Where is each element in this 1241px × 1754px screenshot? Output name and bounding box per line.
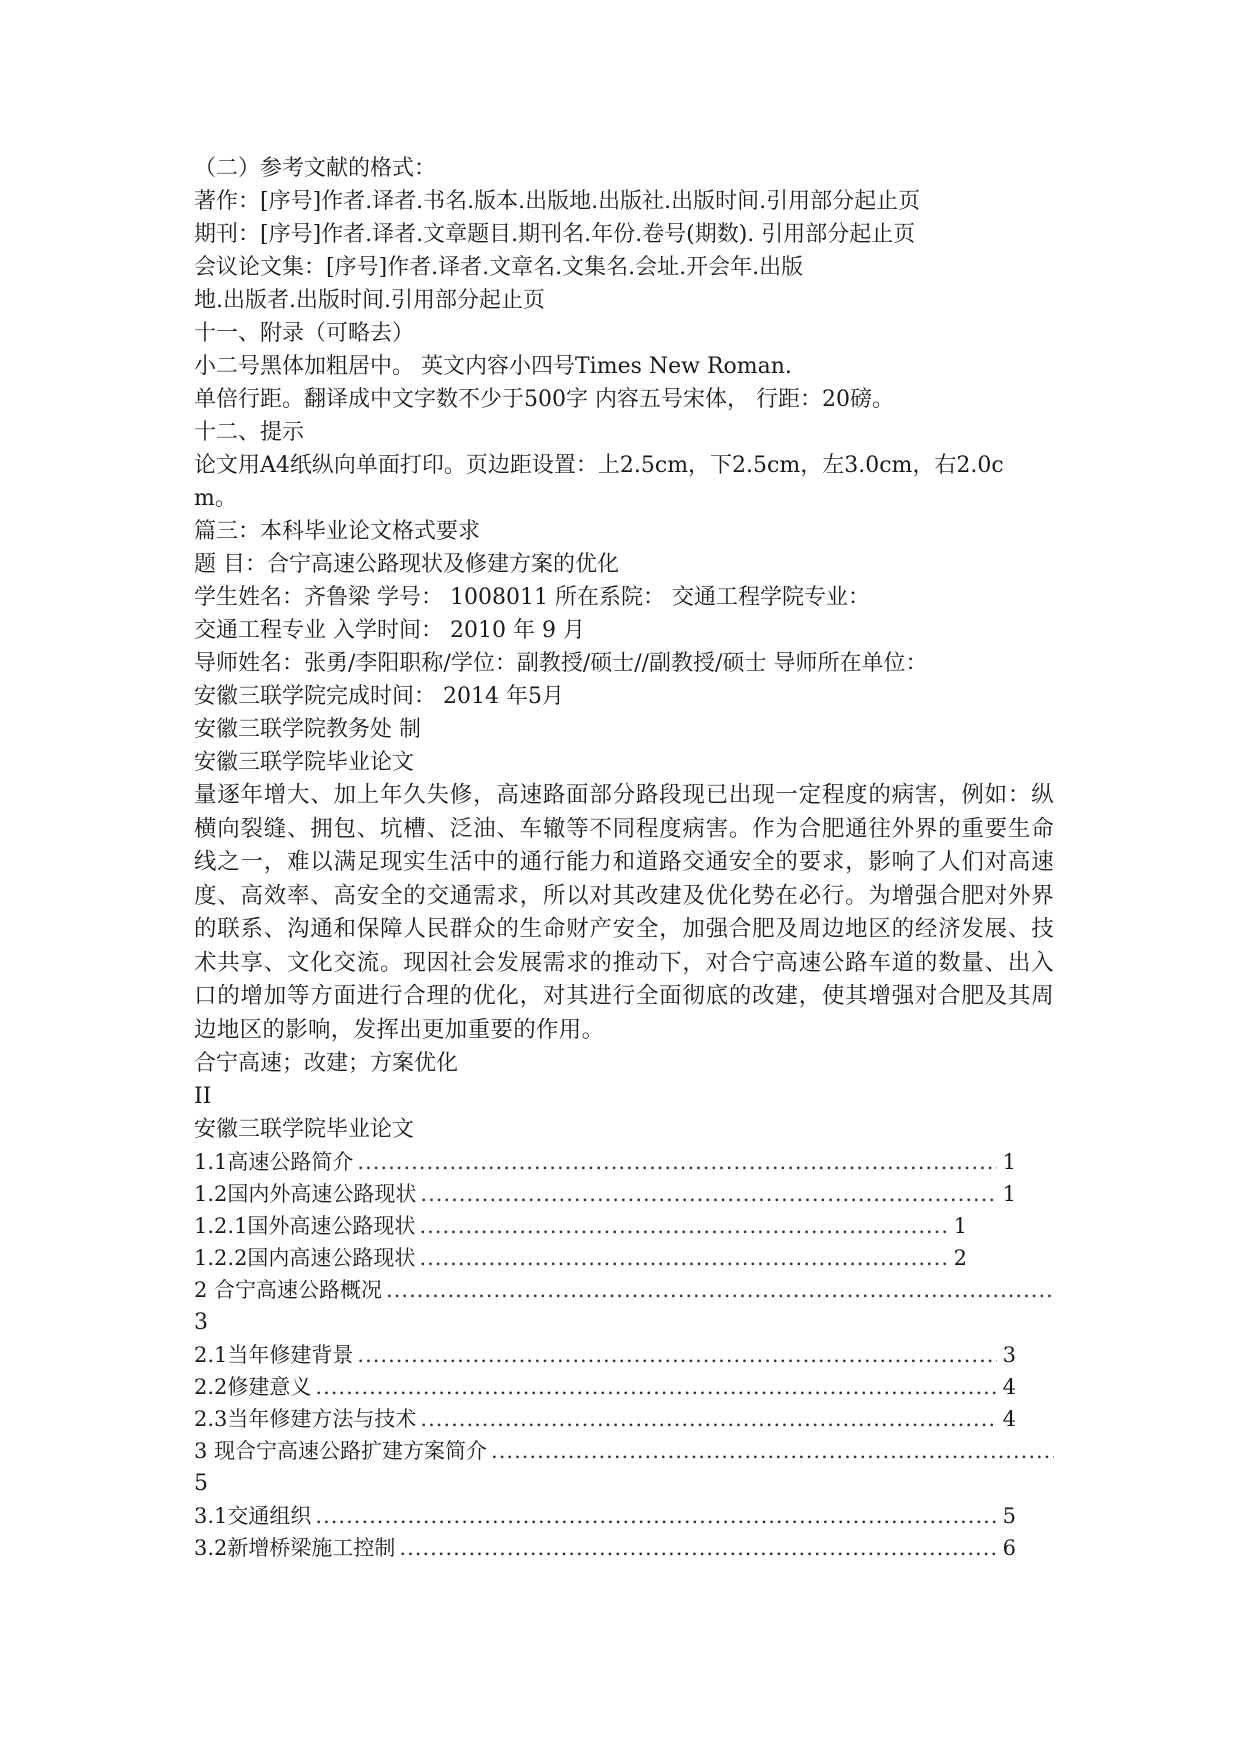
toc-entry-title: 2.2修建意义	[194, 1375, 312, 1399]
toc-leader-dots	[420, 1403, 996, 1435]
toc-entry[interactable]	[194, 1146, 1016, 1178]
text-line: 会议论文集：[序号]作者.译者.文章名.文集名.会址.开会年.出版	[194, 255, 804, 280]
toc-entry-page-wrapped: 5	[194, 1471, 208, 1496]
abstract-paragraph: 量逐年增大、加上年久失修，高速路面部分路段现已出现一定程度的病害，例如：纵横向裂缝、拥包、坑槽、泛油、车辙等不同程度病害。作为合肥通往外界的重要生命线之一，难以满足现实生活中的通行能力和道路交通安全的要求，影响了人们对高速度、高效率、高安全的交通需求，所以对其改建及优化势在必行。为增强合肥对外界的联系、沟通和保障人民群众的生命财产安全，加强合肥及周边地区的经济发展、技术共享、文化交流。现因社会发展需求的推动下，对合宁高速公路车道的数量、出入口的增加等方面进行合理的优化，对其进行全面彻底的改建，使其增强对合肥及其周边地区的影响，发挥出更加重要的作用。	[194, 782, 1054, 1043]
toc-entry-title: 2 合宁高速公路概况	[194, 1278, 383, 1302]
toc-leader-dots	[399, 1532, 996, 1564]
running-header: 安徽三联学院毕业论文	[194, 750, 415, 775]
toc-entry-page: 1	[1002, 1182, 1016, 1206]
toc-entry-page: 2	[953, 1246, 967, 1270]
table-of-contents	[194, 1146, 1054, 1564]
toc-entry-title: 1.2.2国内高速公路现状	[194, 1246, 416, 1270]
toc-entry-page: 3	[1002, 1343, 1016, 1367]
text-line: 著作：[序号]作者.译者.书名.版本.出版地.出版社.出版时间.引用部分起止页	[194, 189, 921, 214]
page-content	[194, 152, 1054, 1564]
toc-entry-title: 3.1交通组织	[194, 1504, 312, 1528]
section-heading: 十二、提示	[194, 420, 305, 445]
section-heading: 篇三：本科毕业论文格式要求	[194, 519, 481, 544]
toc-entry-page: 4	[1002, 1407, 1016, 1431]
toc-entry-title: 3.2新增桥梁施工控制	[194, 1536, 396, 1560]
thesis-title: 题 目：合宁高速公路现状及修建方案的优化	[194, 552, 619, 577]
toc-leader-dots	[419, 1210, 947, 1242]
keywords: 合宁高速；改建；方案优化	[194, 1051, 459, 1076]
toc-entry-title: 2.1当年修建背景	[194, 1343, 354, 1367]
toc-entry[interactable]	[194, 1339, 1016, 1371]
toc-entry-page: 6	[1002, 1536, 1016, 1560]
toc-leader-dots	[420, 1178, 996, 1210]
toc-entry-page: 1	[953, 1214, 967, 1238]
toc-entry[interactable]	[194, 1242, 967, 1274]
toc-entry-page: 4	[1002, 1375, 1016, 1399]
toc-entry[interactable]	[194, 1210, 967, 1242]
text-line: 单倍行距。翻译成中文字数不少于500字 内容五号宋体， 行距：20磅。	[194, 387, 894, 412]
toc-entry[interactable]	[194, 1371, 1016, 1403]
toc-leader-dots	[357, 1146, 996, 1178]
toc-entry-page: 1	[1002, 1150, 1016, 1174]
student-info: 学生姓名：齐鲁梁 学号： 1008011 所在系院： 交通工程学院专业：	[194, 585, 870, 610]
text-line: 论文用A4纸纵向单面打印。页边距设置：上2.5cm，下2.5cm，左3.0cm，右2.0c	[194, 453, 1004, 478]
toc-leader-dots	[419, 1242, 947, 1274]
toc-leader-dots	[491, 1435, 1054, 1467]
toc-entry-title: 1.1高速公路简介	[194, 1150, 354, 1174]
toc-entry[interactable]	[194, 1403, 1016, 1435]
toc-leader-dots	[357, 1339, 996, 1371]
text-line: 地.出版者.出版时间.引用部分起止页	[194, 288, 545, 313]
student-info: 交通工程专业 入学时间： 2010 年 9 月	[194, 618, 585, 643]
toc-leader-dots	[386, 1274, 1054, 1306]
issuer-info: 安徽三联学院教务处 制	[194, 717, 421, 742]
toc-running-header: 安徽三联学院毕业论文	[194, 1117, 415, 1142]
toc-entry-title: 2.3当年修建方法与技术	[194, 1407, 417, 1431]
text-line: 小二号黑体加粗居中。 英文内容小四号Times New Roman.	[194, 354, 792, 379]
text-line: m。	[194, 486, 237, 511]
text-line: （二）参考文献的格式：	[194, 156, 437, 181]
completion-info: 安徽三联学院完成时间： 2014 年5月	[194, 684, 564, 709]
page-number-roman: II	[194, 1084, 212, 1109]
toc-entry[interactable]	[194, 1178, 1016, 1210]
toc-entry-page-wrapped: 3	[194, 1310, 208, 1335]
toc-entry-page: 5	[1002, 1504, 1016, 1528]
toc-leader-dots	[315, 1500, 996, 1532]
toc-entry-title: 3 现合宁高速公路扩建方案简介	[194, 1439, 488, 1463]
text-line: 期刊：[序号]作者.译者.文章题目.期刊名.年份.卷号(期数). 引用部分起止页	[194, 222, 916, 247]
toc-entry-title: 1.2国内外高速公路现状	[194, 1182, 417, 1206]
section-heading: 十一、附录（可略去）	[194, 321, 415, 346]
toc-leader-dots	[315, 1371, 996, 1403]
advisor-info: 导师姓名：张勇/李阳职称/学位：副教授/硕士//副教授/硕士 导师所在单位：	[194, 651, 928, 676]
toc-entry[interactable]	[194, 1274, 1054, 1306]
toc-entry[interactable]	[194, 1435, 1054, 1467]
toc-entry[interactable]	[194, 1532, 1016, 1564]
toc-entry[interactable]	[194, 1500, 1016, 1532]
toc-entry-title: 1.2.1国外高速公路现状	[194, 1214, 416, 1238]
